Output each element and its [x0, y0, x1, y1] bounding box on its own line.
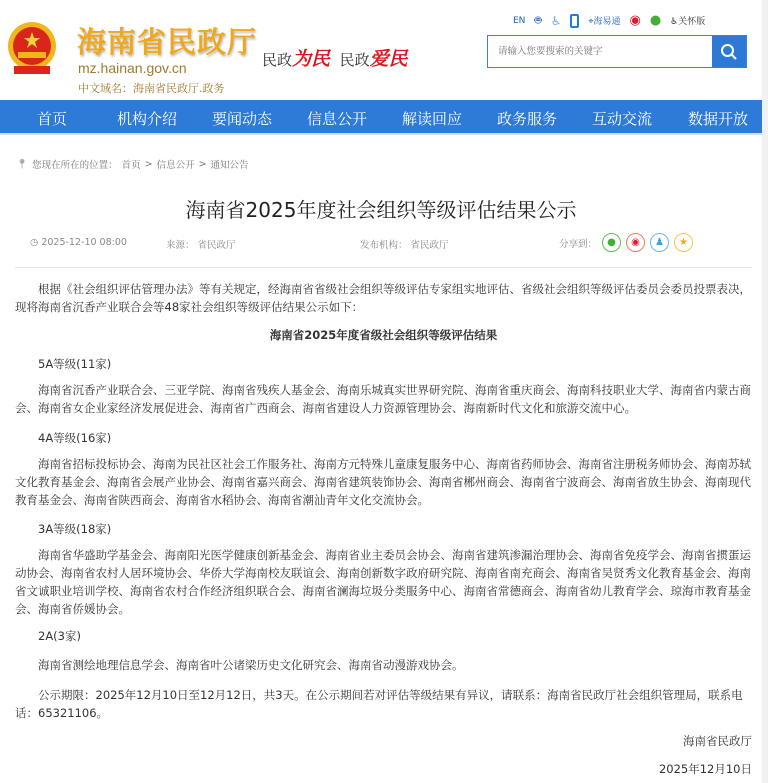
nav-home[interactable]: 首页 — [37, 110, 68, 128]
slogan-text: 为民 — [292, 48, 331, 70]
notice-paragraph: 公示期限：2025年12月10日至12月12日，共3天。在公示期间若对评估等级结果有异议，请联系：海南省民政厅社会组织管理局，联系电话：65321106。 — [15, 688, 743, 720]
slogan-text: 民政 — [339, 51, 370, 69]
level-orgs: 海南省沉香产业联合会、三亚学院、海南省残疾人基金会、海南乐城真实世界研究院、海南省重庆商会、海南科技职业大学、海南省内蒙古商会、海南省女企业家经济发展促进会、海南省广西商会、海南省建设人力资源管理协会、海南新时代文化和旅游交流中心。 — [15, 383, 751, 415]
datetime: 2025-12-10 08:00 — [41, 237, 127, 248]
nav-interaction[interactable]: 互动交流 — [592, 110, 653, 128]
search-button[interactable] — [712, 36, 746, 67]
site-name[interactable]: 海南省民政厅 — [77, 25, 258, 59]
share-label: 分享到： — [559, 238, 598, 250]
clock-icon: ◷ — [30, 237, 39, 248]
location-icon: ⌖ — [588, 17, 594, 27]
publisher-label: 发布机构： — [360, 240, 408, 251]
nav-open-data[interactable]: 数据开放 — [688, 110, 749, 128]
search-box — [487, 35, 747, 68]
signature: 海南省民政厅 — [683, 734, 752, 748]
share-qq-icon[interactable]: ♟ — [650, 233, 669, 252]
location-pin-icon: 📍︎ — [16, 158, 29, 170]
english-link[interactable]: EN — [513, 15, 526, 26]
publisher-value: 省民政厅 — [410, 240, 449, 251]
breadcrumb-home[interactable]: 首页 — [121, 160, 141, 171]
level-heading: 2A(3家) — [38, 629, 81, 643]
nav-interpretation[interactable]: 解读回应 — [402, 110, 463, 128]
result-subtitle: 海南省2025年度省级社会组织等级评估结果 — [269, 328, 498, 342]
level-heading: 4A等级(16家) — [38, 431, 112, 445]
level-heading: 5A等级(11家) — [38, 357, 112, 371]
site-header — [0, 0, 762, 100]
divider — [15, 267, 752, 268]
care-mode-link[interactable] — [670, 14, 705, 27]
source-label: 来源： — [166, 240, 195, 251]
level-orgs: 海南省测绘地理信息学会、海南省叶公诸梁历史文化研究会、海南省动漫游戏协会。 — [38, 658, 464, 672]
site-domain: mz.hainan.gov.cn — [78, 60, 187, 76]
scrollbar[interactable] — [762, 0, 768, 783]
breadcrumb — [16, 157, 249, 171]
main-nav — [0, 100, 762, 135]
header-toolbar — [513, 12, 705, 29]
hainan-app-link[interactable] — [588, 14, 620, 27]
article-title: 海南省2025年度社会组织等级评估结果公示 — [185, 198, 577, 222]
level-orgs: 海南省招标投标协会、海南为民社区社会工作服务社、海南方元特殊儿童康复服务中心、海南省药师协会、海南省注册税务师协会、海南苏轼文化教育基金会、海南省会展产业协会、海南省嘉兴商会、海南省建筑装饰协会、海南省郴州商会、海南省宁波商会、海南省放生协会、海南现代教育基金会、海南省陕西商会、海南省水稻协会、海南省潮汕青年文化交流协会。 — [15, 457, 751, 507]
weibo-icon[interactable]: ◉ — [629, 13, 641, 28]
robot-icon[interactable]: 🤖︎ — [534, 13, 542, 27]
search-input[interactable] — [488, 36, 712, 67]
nav-news[interactable]: 要闻动态 — [212, 110, 273, 128]
breadcrumb-current[interactable]: 通知公告 — [210, 160, 249, 171]
sign-date: 2025年12月10日 — [658, 762, 752, 776]
slogan — [262, 44, 408, 71]
national-emblem-icon — [6, 20, 58, 78]
source-value: 省民政厅 — [197, 240, 236, 251]
breadcrumb-separator: > — [198, 158, 207, 170]
nav-organization[interactable]: 机构介绍 — [117, 110, 178, 128]
breadcrumb-section[interactable]: 信息公开 — [156, 160, 195, 171]
breadcrumb-prefix: 您现在所在的位置： — [32, 160, 118, 171]
level-heading: 3A等级(18家) — [38, 522, 112, 536]
nav-services[interactable]: 政务服务 — [497, 110, 558, 128]
chinese-domain: 中文域名：海南省民政厅.政务 — [78, 82, 225, 95]
search-icon — [720, 43, 738, 61]
care-mode-label: 关怀版 — [678, 17, 706, 27]
share-wechat-icon[interactable]: ● — [602, 233, 621, 252]
share-favorite-icon[interactable]: ★ — [674, 233, 693, 252]
mobile-icon[interactable] — [570, 14, 579, 28]
source — [166, 237, 236, 251]
share-weibo-icon[interactable]: ◉ — [626, 233, 645, 252]
publisher — [360, 237, 449, 251]
accessibility-icon[interactable]: ♿︎ — [550, 13, 562, 28]
article-body — [15, 280, 752, 778]
level-orgs: 海南省华盛助学基金会、海南阳光医学健康创新基金会、海南省业主委员会协会、海南省建筑渗漏治理协会、海南省免疫学会、海南省掼蛋运动协会、海南省农村人居环境协会、华侨大学海南校友联谊会、海南创新数字政府研究院、海南省南充商会、海南省吴贤秀文化教育基金会、海南省文诚职业培训学校、海南省农村合作经济组织联合会、海南省澜海垃圾分类服务中心、海南省常德商会、海南省幼儿教育学会、琼海市教育基金会、海南省侨媛协会。 — [15, 548, 751, 616]
intro-paragraph: 根据《社会组织评估管理办法》等有关规定，经海南省省级社会组织等级评估专家组实地评估、省级社会组织等级评估委员会委员投票表决，现将海南省沉香产业联合会等48家社会组织等级评估结果公示如下： — [15, 282, 751, 314]
share-bar — [559, 233, 693, 252]
accessibility-icon: ♿︎ — [670, 17, 679, 27]
slogan-text: 爱民 — [369, 48, 408, 70]
wechat-icon[interactable]: ● — [649, 13, 662, 28]
publish-time — [30, 237, 127, 248]
slogan-text: 民政 — [262, 51, 293, 69]
hainan-app-label: 海易通 — [593, 17, 621, 27]
nav-info-disclosure[interactable]: 信息公开 — [307, 110, 368, 128]
breadcrumb-separator: > — [144, 158, 153, 170]
